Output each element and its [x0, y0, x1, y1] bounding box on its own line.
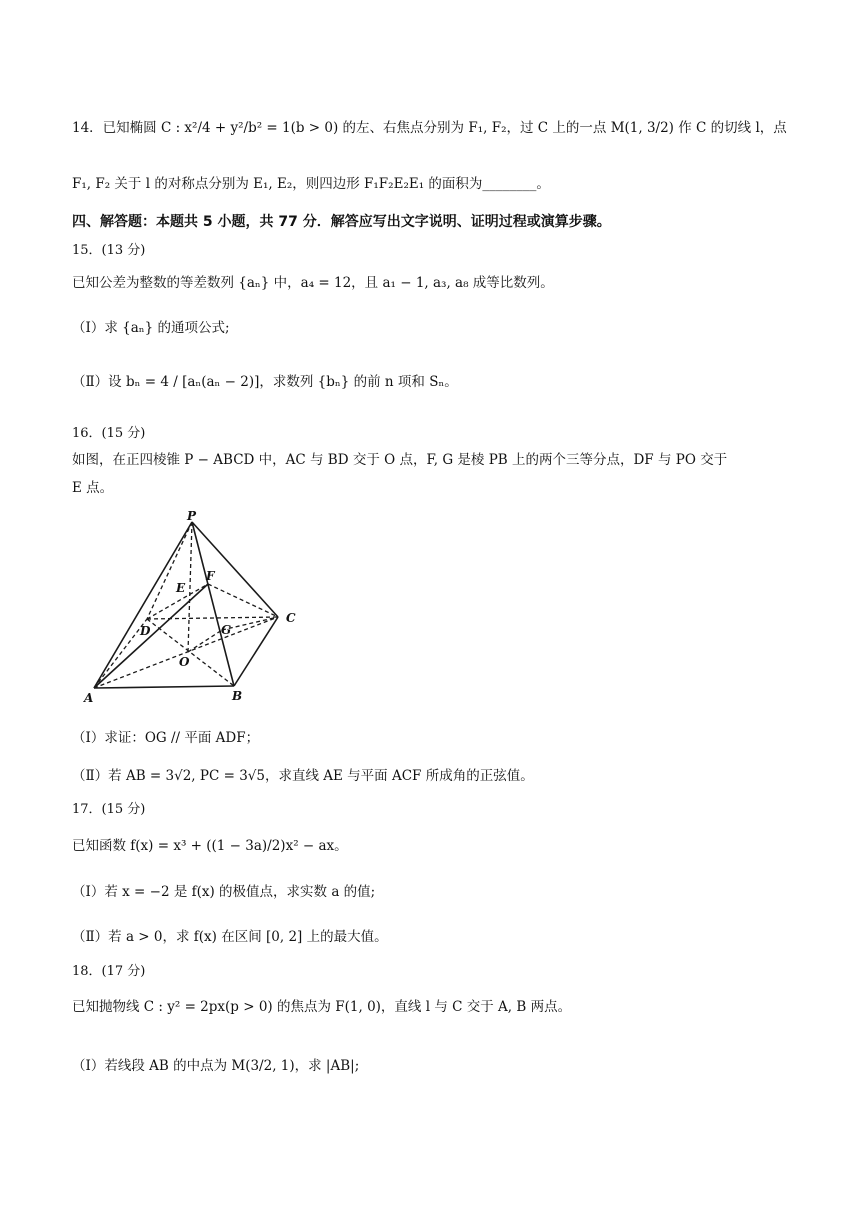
label-F: F [206, 569, 215, 583]
segment-OG [188, 630, 222, 652]
edge-AB [94, 686, 234, 688]
label-A: A [84, 691, 94, 705]
pyramid-figure [82, 510, 312, 710]
q16-part1: （Ⅰ）求证：OG // 平面 ADF； [72, 730, 260, 746]
segment-FC [208, 584, 278, 617]
q16-header: 16．(15 分) [72, 426, 146, 441]
q15-header: 15．(13 分) [72, 243, 146, 258]
q14-line2: F₁, F₂ 关于 l 的对称点分别为 E₁, E₂，则四边形 F₁F₂E₂E₁ 的面积为________。 [72, 176, 550, 192]
q16-stem-line1: 如图，在正四棱锥 P − ABCD 中，AC 与 BD 交于 O 点，F, G 是棱 PB 上的两个三等分点，DF 与 PO 交于 [72, 452, 728, 468]
label-C: C [286, 611, 296, 625]
segment-AF [94, 584, 208, 688]
edge-PA [94, 522, 192, 688]
q15-stem: 已知公差为整数的等差数列 {aₙ} 中，a₄ = 12，且 a₁ − 1, a₃, a₈ 成等比数列。 [72, 275, 554, 291]
label-E: E [176, 581, 186, 595]
label-O: O [179, 655, 190, 669]
q15-part1: （Ⅰ）求 {aₙ} 的通项公式; [72, 320, 230, 336]
edge-BC [234, 617, 278, 686]
q17-part1: （Ⅰ）若 x = −2 是 f(x) 的极值点，求实数 a 的值; [72, 884, 376, 900]
section-4-title: 四、解答题：本题共 5 小题，共 77 分．解答应写出文字说明、证明过程或演算步骤。 [72, 214, 611, 230]
label-P: P [187, 510, 197, 523]
edge-PB [192, 522, 234, 686]
q16-stem-line2: E 点。 [72, 480, 114, 496]
q18-stem: 已知抛物线 C : y² = 2px(p > 0) 的焦点为 F(1, 0)，直线 l 与 C 交于 A, B 两点。 [72, 999, 572, 1015]
q16-part2: （Ⅱ）若 AB = 3√2, PC = 3√5，求直线 AE 与平面 ACF 所成角的正弦值。 [72, 768, 534, 784]
q17-stem: 已知函数 f(x) = x³ + ((1 − 3a)/2)x² − ax。 [72, 838, 348, 854]
q18-header: 18．(17 分) [72, 964, 146, 979]
q17-header: 17．(15 分) [72, 802, 146, 817]
q17-part2: （Ⅱ）若 a > 0，求 f(x) 在区间 [0, 2] 上的最大值。 [72, 929, 388, 945]
label-D: D [140, 624, 151, 638]
edge-DC [147, 617, 278, 619]
label-G: G [221, 623, 232, 637]
q18-part1: （Ⅰ）若线段 AB 的中点为 M(3/2, 1)，求 |AB|; [72, 1058, 360, 1074]
label-B: B [232, 689, 243, 703]
q14-line1: 14．已知椭圆 C : x²/4 + y²/b² = 1(b > 0) 的左、右焦点分别为 F₁, F₂，过 C 上的一点 M(1, 3/2) 作 C 的切线 l，点 [72, 120, 787, 136]
segment-PO [188, 522, 192, 652]
q15-part2: （Ⅱ）设 bₙ = 4 / [aₙ(aₙ − 2)]，求数列 {bₙ} 的前 n 项和 Sₙ。 [72, 374, 458, 390]
